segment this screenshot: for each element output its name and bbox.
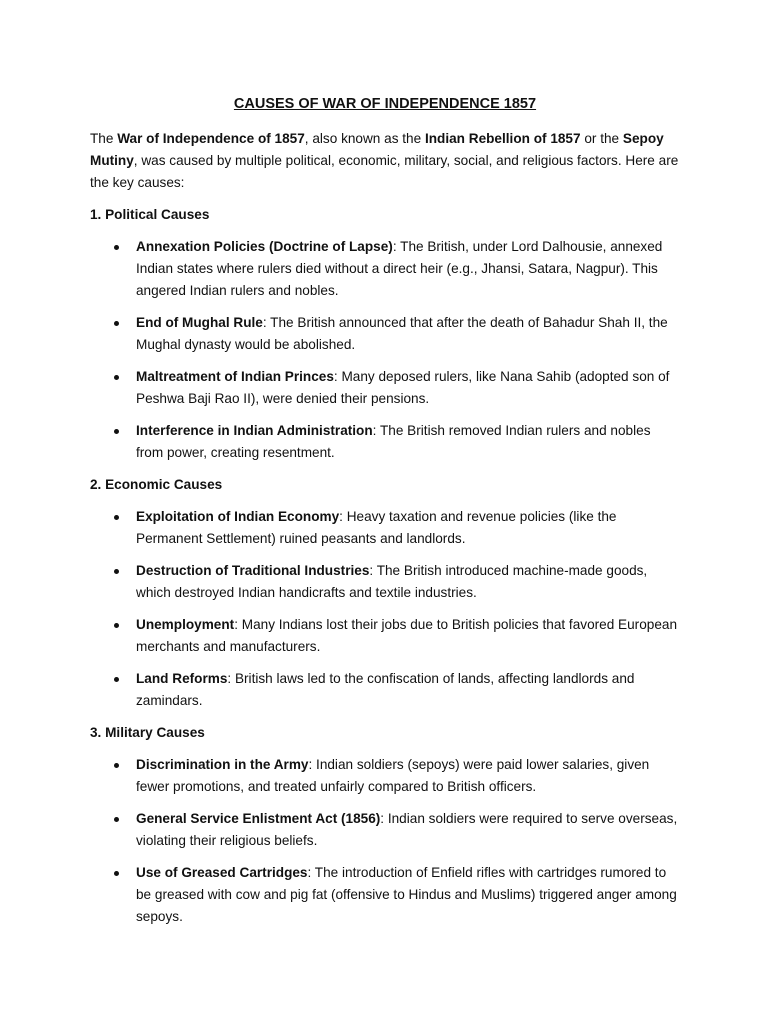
cause-list-economic (90, 506, 680, 712)
cause-description: : Indian soldiers were required to serve overseas, violating their religious beliefs. (136, 811, 678, 848)
bullet-icon (114, 817, 119, 822)
list-item (90, 312, 680, 356)
section-heading-military: 3. Military Causes (90, 725, 205, 740)
bullet-icon (114, 245, 119, 250)
cause-term: Interference in Indian Administration (136, 423, 373, 438)
intro-paragraph (90, 128, 680, 194)
cause-description: : The introduction of Enfield rifles with cartridges rumored to be greased with cow and pig fat (offensive to Hindus and Muslims) triggered anger among sepoys. (136, 865, 677, 924)
bullet-icon (114, 871, 119, 876)
bullet-icon (114, 515, 119, 520)
bullet-icon (114, 677, 119, 682)
cause-list-military (90, 754, 680, 928)
cause-term: General Service Enlistment Act (1856) (136, 811, 381, 826)
document-title: CAUSES OF WAR OF INDEPENDENCE 1857 (233, 96, 537, 112)
cause-list-political (90, 236, 680, 464)
list-item (90, 808, 680, 852)
cause-term: Use of Greased Cartridges (136, 865, 308, 880)
cause-description: : Many deposed rulers, like Nana Sahib (adopted son of Peshwa Baji Rao II), were denied their pensions. (136, 369, 670, 406)
cause-term: Unemployment (136, 617, 235, 632)
bullet-icon (114, 623, 119, 628)
cause-term: Destruction of Traditional Industries (136, 563, 370, 578)
bullet-icon (114, 569, 119, 574)
list-item (90, 668, 680, 712)
list-item (90, 366, 680, 410)
cause-description: : The British removed Indian rulers and nobles from power, creating resentment. (136, 423, 651, 460)
cause-description: : Heavy taxation and revenue policies (like the Permanent Settlement) ruined peasants and landlords. (136, 509, 617, 546)
list-item (90, 236, 680, 302)
section-heading-economic: 2. Economic Causes (90, 477, 223, 492)
intro-bold-term: War of Independence of 1857 (117, 131, 305, 146)
cause-term: End of Mughal Rule (136, 315, 263, 330)
cause-term: Discrimination in the Army (136, 757, 309, 772)
bullet-icon (114, 429, 119, 434)
cause-term: Annexation Policies (Doctrine of Lapse) (136, 239, 393, 254)
list-item (90, 862, 680, 928)
list-item (90, 560, 680, 604)
cause-term: Exploitation of Indian Economy (136, 509, 340, 524)
intro-bold-term: Indian Rebellion of 1857 (424, 131, 581, 146)
intro-text: The (90, 131, 118, 146)
list-item (90, 614, 680, 658)
list-item (90, 420, 680, 464)
intro-text: , was caused by multiple political, economic, military, social, and religious factors. Here are the key causes: (90, 153, 679, 190)
section-heading-political: 1. Political Causes (90, 207, 210, 222)
cause-description: : Many Indians lost their jobs due to British policies that favored European merchants and manufacturers. (136, 617, 678, 654)
intro-bold-term: Sepoy Mutiny (90, 131, 664, 168)
cause-term: Land Reforms (136, 671, 228, 686)
bullet-icon (114, 375, 119, 380)
list-item (90, 754, 680, 798)
bullet-icon (114, 321, 119, 326)
cause-description: : Indian soldiers (sepoys) were paid lower salaries, given fewer promotions, and treated unfairly compared to British officers. (136, 757, 650, 794)
list-item (90, 506, 680, 550)
cause-description: : The British, under Lord Dalhousie, annexed Indian states where rulers died without a direct heir (e.g., Jhansi, Satara, Nagpur). This angered Indian rulers and nobles. (136, 239, 663, 298)
intro-text: , also known as the (304, 131, 425, 146)
cause-description: : The British introduced machine-made goods, which destroyed Indian handicrafts and textile industries. (136, 563, 648, 600)
cause-term: Maltreatment of Indian Princes (136, 369, 334, 384)
cause-description: : The British announced that after the death of Bahadur Shah II, the Mughal dynasty would be abolished. (136, 315, 668, 352)
cause-description: : British laws led to the confiscation of lands, affecting landlords and zamindars. (136, 671, 635, 708)
intro-text: or the (580, 131, 623, 146)
bullet-icon (114, 763, 119, 768)
